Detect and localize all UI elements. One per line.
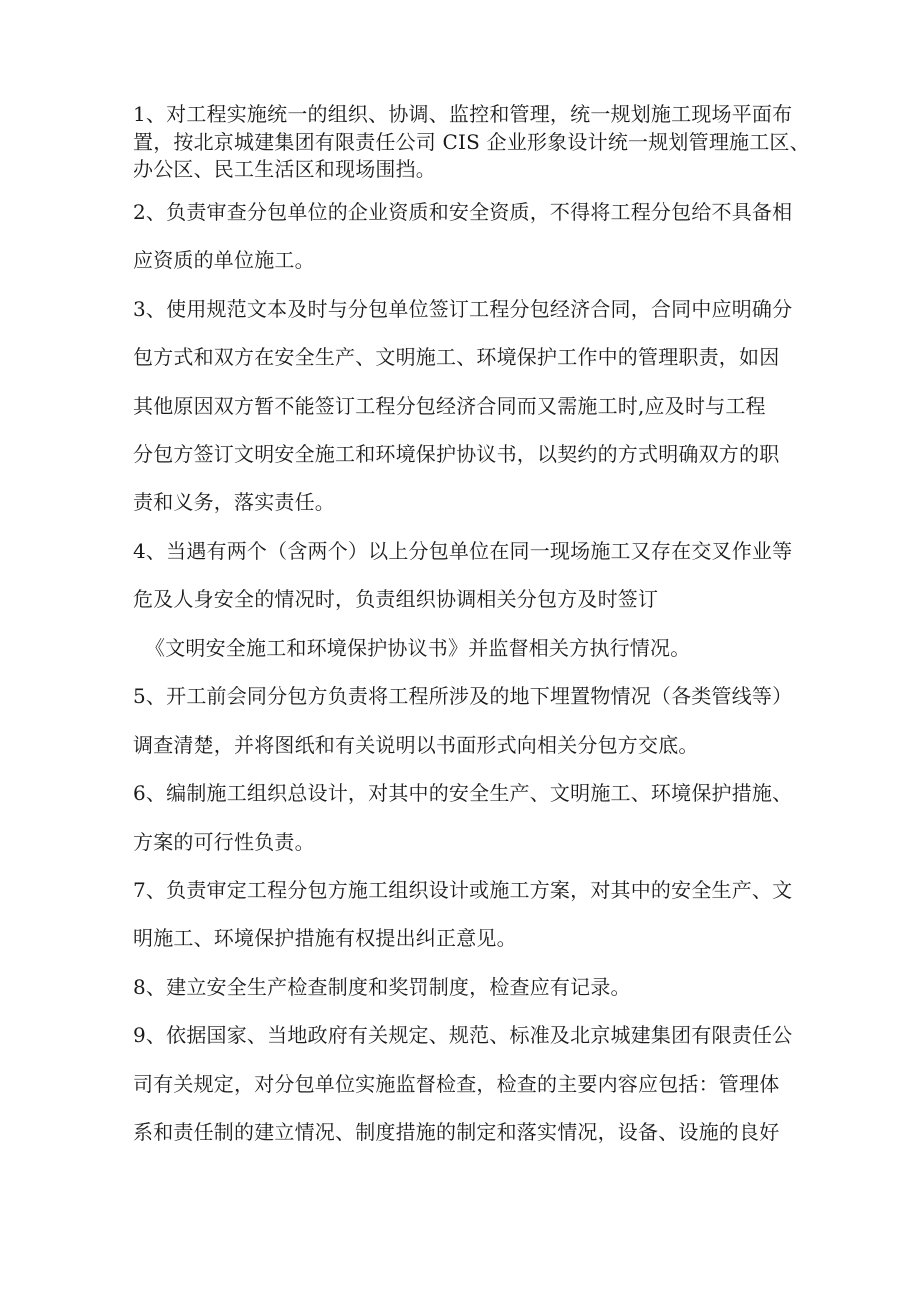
text-line: 危及人身安全的情况时，负责组织协调相关分包方及时签订 [133, 587, 659, 611]
text-line: 2、负责审查分包单位的企业资质和安全资质，不得将工程分包给不具备相 [133, 200, 793, 224]
text-line: 置，按北京城建集团有限责任公司 CIS 企业形象设计统一规划管理施工区、 [133, 130, 810, 154]
text-line: 其他原因双方暂不能签订工程分包经济合同而又需施工时,应及时与工程 [133, 394, 766, 418]
text-line: 系和责任制的建立情况、制度措施的制定和落实情况，设备、设施的良好 [133, 1120, 780, 1144]
text-line: 调查清楚，并将图纸和有关说明以书面形式向相关分包方交底。 [133, 733, 699, 757]
text-line: 5、开工前会同分包方负责将工程所涉及的地下埋置物情况（各类管线等） [133, 684, 793, 708]
text-line: 6、编制施工组织总设计，对其中的安全生产、文明施工、环境保护措施、 [133, 781, 793, 805]
text-line: 明施工、环境保护措施有权提出纠正意见。 [133, 926, 517, 950]
text-line: 《文明安全施工和环境保护协议书》并监督相关方执行情况。 [145, 636, 691, 660]
text-line: 办公区、民工生活区和现场围挡。 [133, 157, 436, 181]
text-line: 7、负责审定工程分包方施工组织设计或施工方案，对其中的安全生产、文 [133, 878, 793, 902]
text-line: 司有关规定，对分包单位实施监督检查，检查的主要内容应包括：管理体 [133, 1072, 780, 1096]
text-line: 3、使用规范文本及时与分包单位签订工程分包经济合同，合同中应明确分 [133, 297, 793, 321]
text-line: 应资质的单位施工。 [133, 248, 315, 272]
text-line: 责和义务，落实责任。 [133, 490, 335, 514]
text-line: 1、对工程实施统一的组织、协调、监控和管理，统一规划施工现场平面布 [133, 102, 793, 126]
text-line: 8、建立安全生产检查制度和奖罚制度，检查应有记录。 [133, 975, 631, 999]
text-line: 包方式和双方在安全生产、文明施工、环境保护工作中的管理职责，如因 [133, 345, 780, 369]
text-line: 9、依据国家、当地政府有关规定、规范、标准及北京城建集团有限责任公 [133, 1023, 793, 1047]
text-line: 分包方签订文明安全施工和环境保护协议书，以契约的方式明确双方的职 [133, 442, 780, 466]
text-line: 方案的可行性负责。 [133, 830, 315, 854]
text-line: 4、当遇有两个（含两个）以上分包单位在同一现场施工又存在交叉作业等 [133, 539, 793, 563]
